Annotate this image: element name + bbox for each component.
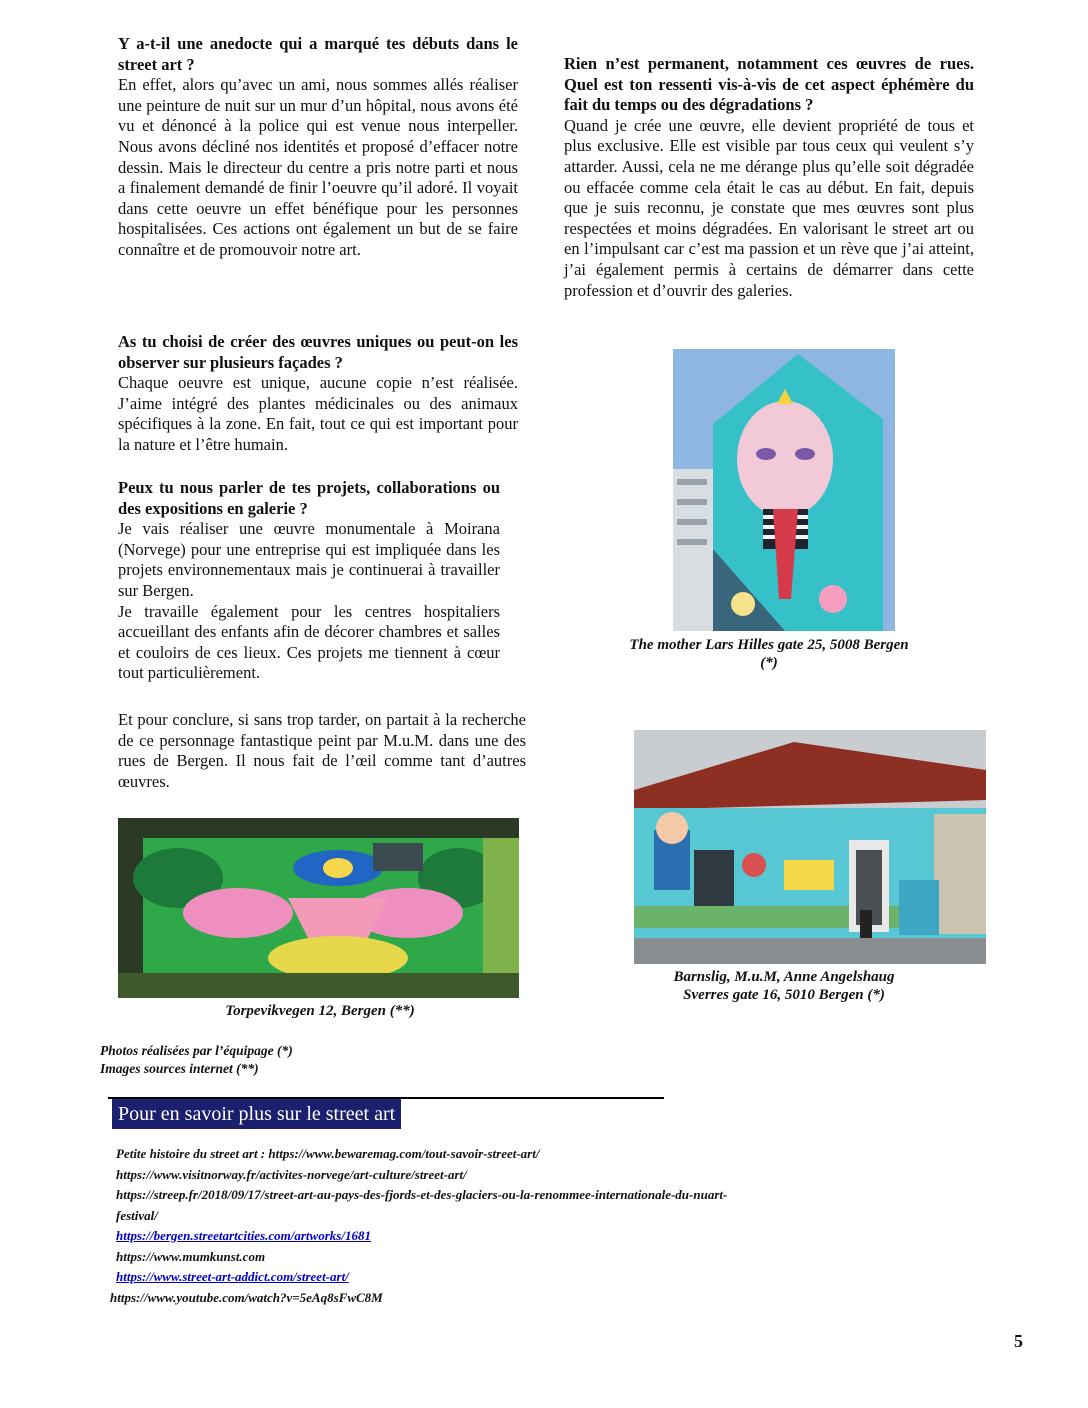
photo-barnslig-building [634, 730, 986, 964]
caption-the-mother-line2: (*) [760, 655, 778, 671]
left-column-block-2 [118, 332, 518, 456]
question-anecdote: Y a-t-il une anedocte qui a marqué tes débuts dans le street art ? [118, 34, 518, 74]
caption-barnslig [634, 968, 934, 1004]
answer-ephemeral: Quand je crée une œuvre, elle devient propriété de tous et plus exclusive. Elle est visible par tous ceux qui veulent s’y attarder. Aussi, cela ne me dérange plus qu’elle soit dégradée ou effacée comme cela était le cas au début. En fait, depuis que je suis reconnu, je constate que mes œuvres sont plus respectées et moins dégradées. En valorisant le street art ou en l’impulsant car c’est ma passion et un rève que j’ai atteint, j’ai également permis à certains de démarrer dans cette profession et d’ouvrir des galeries. [564, 115, 974, 300]
link-youtube[interactable]: https://www.youtube.com/watch?v=5eAq8sFwC8M [110, 1289, 383, 1305]
link-history-street-art[interactable]: Petite histoire du street art : https://www.bewaremag.com/tout-savoir-street-art/ [116, 1146, 540, 1161]
more-info-banner: Pour en savoir plus sur le street art [112, 1099, 401, 1129]
caption-the-mother [604, 636, 934, 672]
question-ephemeral: Rien n’est permanent, notamment ces œuvres de rues. Quel est ton ressenti vis-à-vis de cet aspect éphémère du fait du temps ou des dégradations ? [564, 54, 974, 115]
answer-projects-2: Je travaille également pour les centres hospitaliers accueillant des enfants afin de décorer chambres et salles et couloirs de ces lieux. Ces projets me tiennent à cœur tout particulièrement. [118, 601, 500, 683]
caption-barnslig-line1: Barnslig, M.u.M, Anne Angelshaug [673, 969, 895, 985]
photo-the-mother-mural [673, 349, 895, 631]
question-unique-works: As tu choisi de créer des œuvres uniques ou peut-on les observer sur plusieurs façades ? [118, 332, 518, 372]
link-streep-continued[interactable]: festival/ [116, 1207, 158, 1223]
link-visitnorway[interactable]: https://www.visitnorway.fr/activites-norvege/art-culture/street-art/ [116, 1166, 467, 1182]
left-column-block-3 [118, 478, 500, 684]
link-street-art-addict[interactable]: https://www.street-art-addict.com/street-art/ [116, 1269, 349, 1284]
link-mumkunst[interactable]: https://www.mumkunst.com [116, 1248, 266, 1264]
photo-torpevikvegen-mural [118, 818, 519, 998]
right-column-block [564, 54, 974, 301]
conclusion-paragraph: Et pour conclure, si sans trop tarder, on partait à la recherche de ce personnage fantastique peint par M.u.M. dans une des rues de Bergen. Il nous fait de l’œil comme tant d’autres œuvres. [118, 710, 526, 791]
caption-barnslig-line2: Sverres gate 16, 5010 Bergen (*) [683, 987, 885, 1003]
image-source-note: Images sources internet (**) [100, 1061, 259, 1076]
caption-torpevikvegen: Torpevikvegen 12, Bergen (**) [225, 1003, 415, 1019]
page-number: 5 [1014, 1331, 1023, 1351]
answer-unique-works: Chaque oeuvre est unique, aucune copie n’est réalisée. J’aime intégré des plantes médicinales ou des animaux spécifiques à la zone. En fait, tout ce qui est important pour la nature et l’être humain. [118, 373, 518, 454]
photo-credit-note: Photos réalisées par l’équipage (*) [100, 1043, 293, 1058]
link-streetartcities[interactable]: https://bergen.streetartcities.com/artworks/1681 [116, 1228, 371, 1243]
link-streep[interactable]: https://streep.fr/2018/09/17/street-art-au-pays-des-fjords-et-des-glaciers-ou-la-renommee-internationale-du-nuart- [116, 1187, 728, 1202]
left-column-block-1 [118, 34, 518, 261]
answer-projects-1: Je vais réaliser une œuvre monumentale à Moirana (Norvege) pour une entreprise qui est impliquée dans les projets environnementaux mais je continuerai à travailler sur Bergen. [118, 519, 500, 600]
links-list [110, 1144, 916, 1308]
caption-the-mother-line1: The mother Lars Hilles gate 25, 5008 Bergen [629, 637, 909, 653]
question-projects: Peux tu nous parler de tes projets, collaborations ou des expositions en galerie ? [118, 478, 500, 518]
answer-anecdote: En effet, alors qu’avec un ami, nous sommes allés réaliser une peinture de nuit sur un mur d’un hôpital, nous avons été vu et dénoncé à la police qui est venue nous interpeller. Nous avons décliné nos identités et proposé d’effacer notre dessin. Mais le directeur du centre a pris notre parti et nous a finalement demandé de finir l’oeuvre qu’il adoré. Il voyait dans cette oeuvre un effet bénéfique pour les personnes hospitalisées. Ces actions ont également un but de se faire connaître et de promouvoir notre art. [118, 75, 518, 259]
